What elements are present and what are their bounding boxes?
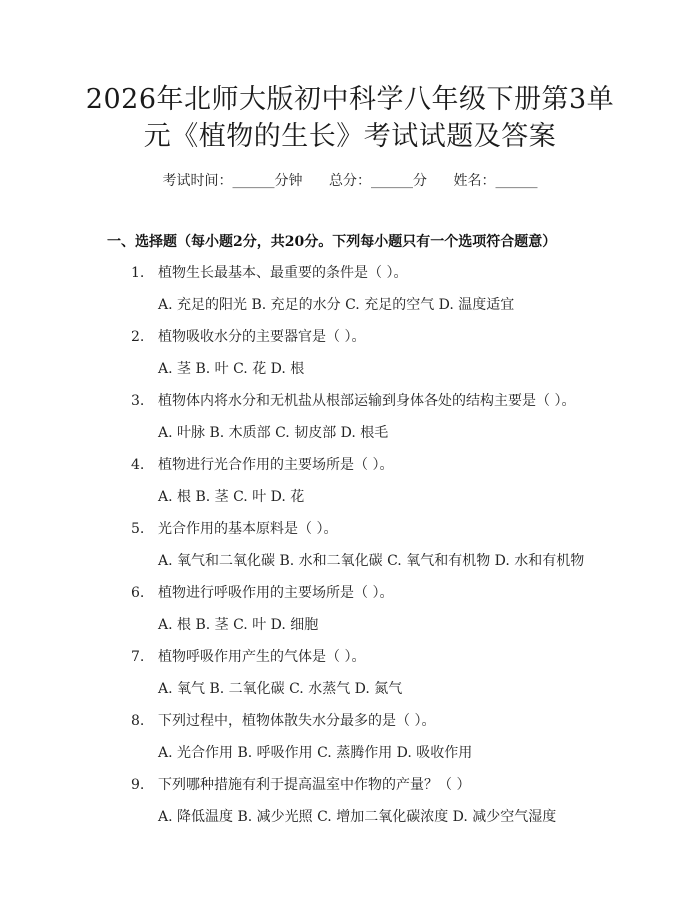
question-text: 植物生长最基本、最重要的条件是（ ）。 [158,265,408,281]
section-heading-choice: 一、选择题（每小题2分，共20分。下列每小题只有一个选项符合题意） [107,234,557,250]
question-stem [131,326,365,346]
question-stem [131,646,365,666]
question-number: 6. [131,585,145,601]
question-text: 下列过程中，植物体散失水分最多的是（ ）。 [158,713,436,729]
question-number: 9. [131,777,145,793]
question-number: 3. [131,393,145,409]
question-stem [131,262,407,282]
question-text: 植物呼吸作用产生的气体是（ ）。 [158,649,366,665]
exam-time-field: 考试时间：______分钟 [162,173,303,189]
question-options: A. 光合作用 B. 呼吸作用 C. 蒸腾作用 D. 吸收作用 [158,745,473,761]
question-stem [131,582,393,602]
question-number: 7. [131,649,145,665]
question-number: 2. [131,329,145,345]
question-stem [131,710,435,730]
question-options: A. 氧气 B. 二氧化碳 C. 水蒸气 D. 氮气 [158,681,403,697]
question-options: A. 根 B. 茎 C. 叶 D. 花 [158,489,305,505]
exam-info-line [0,170,700,190]
question-options: A. 充足的阳光 B. 充足的水分 C. 充足的空气 D. 温度适宜 [158,297,515,313]
document-title-line1: 2026年北师大版初中科学八年级下册第3单 [85,84,615,115]
question-text: 光合作用的基本原料是（ ）。 [158,521,338,537]
question-stem [131,774,470,794]
question-text: 下列哪种措施有利于提高温室中作物的产量？（ ） [158,777,471,793]
question-text: 植物吸收水分的主要器官是（ ）。 [158,329,366,345]
question-text: 植物体内将水分和无机盐从根部运输到身体各处的结构主要是（ ）。 [158,393,576,409]
student-name-field: 姓名：______ [453,173,538,189]
question-options: A. 氧气和二氧化碳 B. 水和二氧化碳 C. 氧气和有机物 D. 水和有机物 [158,553,585,569]
document-title-line2: 元《植物的生长》考试试题及答案 [143,121,557,152]
question-options: A. 茎 B. 叶 C. 花 D. 根 [158,361,305,377]
question-options: A. 根 B. 茎 C. 叶 D. 细胞 [158,617,319,633]
question-text: 植物进行呼吸作用的主要场所是（ ）。 [158,585,394,601]
question-number: 8. [131,713,145,729]
question-stem [131,518,337,538]
question-stem [131,390,575,410]
question-options: A. 叶脉 B. 木质部 C. 韧皮部 D. 根毛 [158,425,389,441]
question-number: 4. [131,457,145,473]
question-number: 1. [131,265,145,281]
question-text: 植物进行光合作用的主要场所是（ ）。 [158,457,394,473]
question-stem [131,454,393,474]
question-options: A. 降低温度 B. 减少光照 C. 增加二氧化碳浓度 D. 减少空气湿度 [158,809,557,825]
total-score-field: 总分：______分 [329,173,427,189]
question-number: 5. [131,521,145,537]
